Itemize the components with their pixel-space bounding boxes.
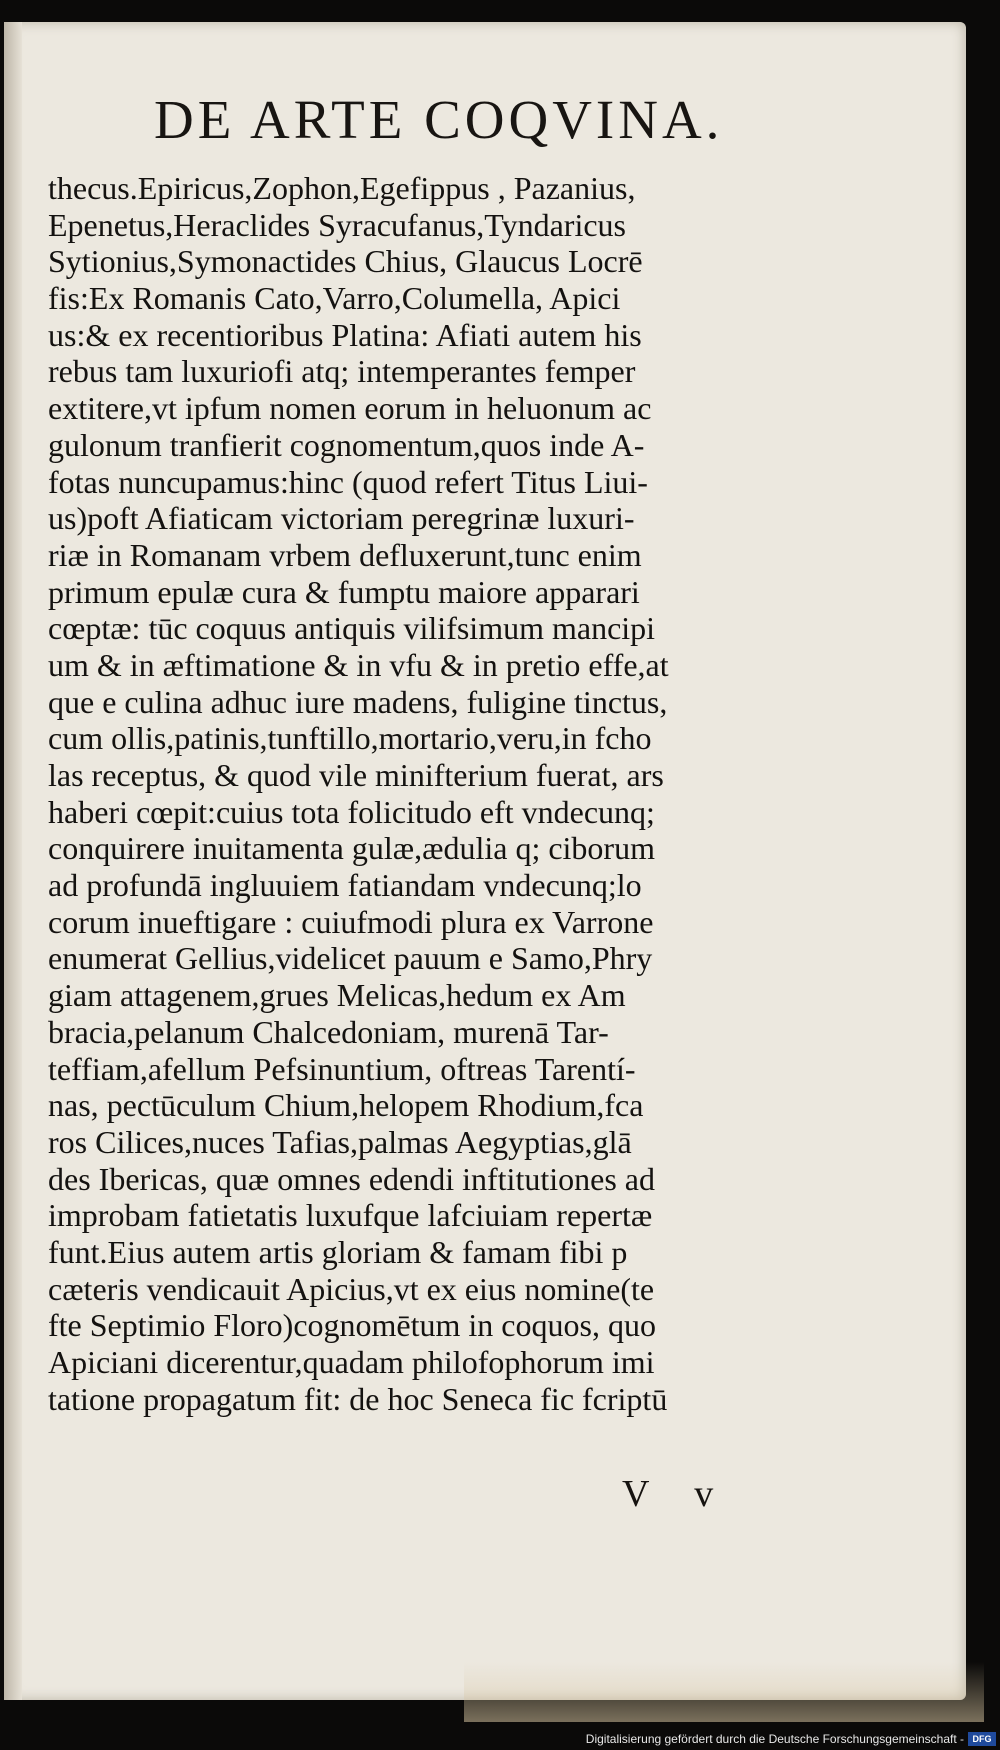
text-line: improbam fatietatis luxufque lafciuiam repertæ (48, 1197, 653, 1234)
text-line: um & in æftimatione & in vfu & in pretio effe,at (48, 646, 669, 683)
text-line: haberi cœpit:cuius tota folicitudo eft vndecunq; (48, 793, 655, 830)
text-line: cœptæ: tūc coquus antiquis vilifsimum mancipi (48, 610, 656, 647)
running-head: DE ARTE COQVINA. (154, 89, 724, 150)
text-line: corum inueftigare : cuiufmodi plura ex Varrone (48, 903, 654, 940)
text-line: Apiciani dicerentur,quadam philofophorum imi (48, 1344, 655, 1380)
text-line: fis:Ex Romanis Cato,Varro,Columella, Apici (48, 280, 621, 317)
text-line: bracia,pelanum Chalcedoniam, murenā Tar- (48, 1013, 609, 1050)
text-line: teffiam,afellum Pefsinuntium, oftreas Tarentí- (48, 1050, 636, 1087)
text-line: fotas nuncupamus:hinc (quod refert Titus Liui- (48, 463, 648, 500)
text-line: thecus.Epiricus,Zophon,Egefippus , Pazanius, (48, 170, 636, 206)
page-stain (464, 1662, 984, 1722)
text-line: primum epulæ cura & fumptu maiore apparari (48, 573, 640, 610)
text-line: Epenetus,Heraclides Syracufanus,Tyndaricus (48, 206, 626, 243)
page-gutter (4, 22, 22, 1700)
text-line: nas, pectūculum Chium,helopem Rhodium,fca (48, 1087, 644, 1124)
text-line: conquirere inuitamenta gulæ,ædulia q; ciborum (48, 830, 655, 867)
signature-mark: V v (622, 1473, 732, 1515)
text-line: tatione propagatum fit: de hoc Seneca fic fcriptū (48, 1380, 668, 1417)
text-line: ros Cilices,nuces Tafias,palmas Aegyptias,glā (48, 1123, 632, 1160)
footer-bar (0, 1726, 1000, 1750)
text-line: cæteris vendicauit Apicius,vt ex eius nomine(te (48, 1270, 655, 1307)
text-line: Sytionius,Symonactides Chius, Glaucus Locrē (48, 243, 643, 280)
dfg-logo[interactable]: DFG (968, 1732, 996, 1746)
text-line: ad profundā ingluuiem fatiandam vndecunq;lo (48, 867, 642, 904)
text-line: us:& ex recentioribus Platina: Afiati autem his (48, 316, 642, 353)
text-block (48, 170, 828, 1417)
text-line: gulonum tranfierit cognomentum,quos inde A- (48, 426, 645, 463)
text-line: enumerat Gellius,videlicet pauum e Samo,Phry (48, 940, 653, 977)
digitization-credit: Digitalisierung gefördert durch die Deutsche Forschungsgemeinschaft - (585, 1732, 964, 1746)
text-line: us)poft Afiaticam victoriam peregrinæ luxuri- (48, 500, 635, 537)
text-line: riæ in Romanam vrbem defluxerunt,tunc enim (48, 536, 642, 573)
text-line: extitere,vt ipfum nomen eorum in heluonum ac (48, 390, 652, 427)
text-line: que e culina adhuc iure madens, fuligine tinctus, (48, 683, 668, 720)
text-line: funt.Eius autem artis gloriam & famam fibi p (48, 1233, 628, 1270)
text-line: des Ibericas, quæ omnes edendi inftitutiones ad (48, 1160, 655, 1197)
text-line: fte Septimio Floro)cognomētum in coquos, quo (48, 1307, 656, 1344)
text-line: giam attagenem,grues Melicas,hedum ex Am (48, 977, 626, 1014)
text-line: las receptus, & quod vile minifterium fuerat, ars (48, 757, 664, 793)
book-page (4, 22, 966, 1700)
text-line: cum ollis,patinis,tunftillo,mortario,veru,in fcho (48, 720, 652, 757)
text-line: rebus tam luxuriofi atq; intemperantes femper (48, 353, 636, 390)
